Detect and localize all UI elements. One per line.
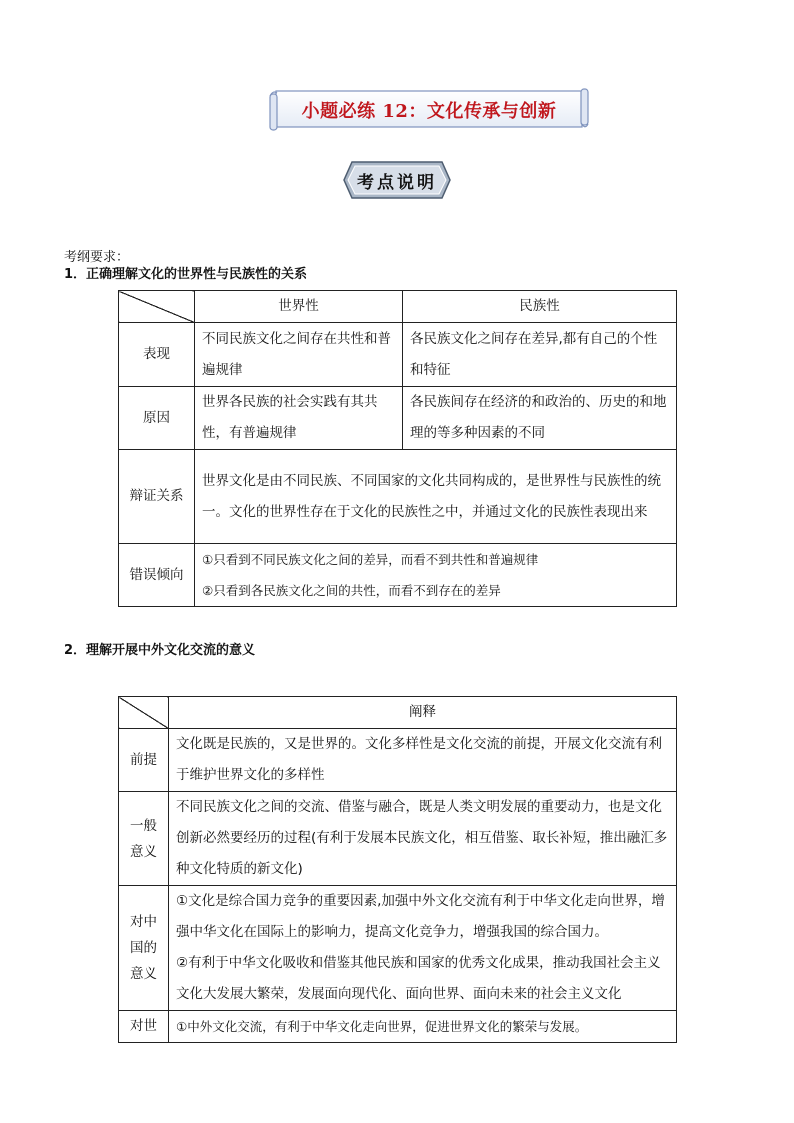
explanation-line: ②有利于中华文化吸收和借鉴其他民族和国家的优秀文化成果，推动我国社会主义文化大发展大繁荣，发展面向现代化、面向世界、面向未来的社会主义文化 <box>176 955 661 1002</box>
table-row <box>119 387 677 450</box>
row-label: 对世 <box>119 1011 169 1043</box>
world-cell: 世界各民族的社会实践有其共性，有普遍规律 <box>195 387 403 450</box>
world-cell: 不同民族文化之间存在共性和普遍规律 <box>195 323 403 387</box>
table-header-row <box>119 697 677 729</box>
table-row <box>119 1011 677 1043</box>
explanation-line: ①文化是综合国力竞争的重要因素,加强中外文化交流有利于中华文化走向世界，增强中华文化在国际上的影响力，提高文化竞争力，增强我国的综合国力。 <box>176 893 665 940</box>
row-label: 辩证关系 <box>119 450 195 544</box>
row-label-line: 意义 <box>130 843 157 860</box>
section-badge <box>342 160 452 200</box>
row-label-line: 意义 <box>130 966 157 982</box>
badge-label: 考点说明 <box>357 172 437 193</box>
explanation-cell: ①中外文化交流，有利于中华文化走向世界，促进世界文化的繁荣与发展。 <box>169 1011 677 1043</box>
national-cell: 各民族文化之间存在差异,都有自己的个性和特征 <box>403 323 677 387</box>
column-header-national: 民族性 <box>403 291 677 323</box>
table-row <box>119 792 677 886</box>
title-banner <box>268 88 590 132</box>
row-label: 前提 <box>119 729 169 792</box>
row-label-line: 一般 <box>130 817 157 834</box>
row-label: 原因 <box>119 387 195 450</box>
explanation-cell <box>169 886 677 1011</box>
row-label-line: 国的 <box>130 940 157 956</box>
column-header-world: 世界性 <box>195 291 403 323</box>
error-line: ①只看到不同民族文化之间的差异，而看不到共性和普遍规律 <box>202 552 539 567</box>
exchange-significance-table <box>118 696 677 1043</box>
error-line: ②只看到各民族文化之间的共性，而看不到存在的差异 <box>202 583 501 598</box>
explanation-cell: 文化既是民族的，又是世界的。文化多样性是文化交流的前提，开展文化交流有利于维护世界文化的多样性 <box>169 729 677 792</box>
diagonal-header-cell <box>119 697 169 729</box>
world-national-table <box>118 290 677 607</box>
page-title: 小题必练 12：文化传承与创新 <box>301 101 557 122</box>
row-label <box>119 886 169 1011</box>
national-cell: 各民族间存在经济的和政治的、历史的和地理的等多种因素的不同 <box>403 387 677 450</box>
explanation-cell: 不同民族文化之间的交流、借鉴与融合，既是人类文明发展的重要动力，也是文化创新必然要经历的过程(有利于发展本民族文化，相互借鉴、取长补短，推出融汇多种文化特质的新文化) <box>169 792 677 886</box>
error-cell <box>195 544 677 607</box>
row-label: 错误倾向 <box>119 544 195 607</box>
section1-heading: 1．正确理解文化的世界性与民族性的关系 <box>64 267 308 282</box>
row-label <box>119 792 169 886</box>
row-label-line: 对中 <box>130 914 157 930</box>
table-row <box>119 544 677 607</box>
requirements-label: 考纲要求： <box>64 250 130 265</box>
table-row <box>119 450 677 544</box>
section2-heading: 2．理解开展中外文化交流的意义 <box>64 643 256 658</box>
diagonal-header-cell <box>119 291 195 323</box>
table-row <box>119 323 677 387</box>
column-header-explanation: 阐释 <box>169 697 677 729</box>
table-row <box>119 729 677 792</box>
table-header-row <box>119 291 677 323</box>
table-row <box>119 886 677 1011</box>
merged-cell: 世界文化是由不同民族、不同国家的文化共同构成的，是世界性与民族性的统一。文化的世界性存在于文化的民族性之中，并通过文化的民族性表现出来 <box>195 450 677 544</box>
row-label: 表现 <box>119 323 195 387</box>
